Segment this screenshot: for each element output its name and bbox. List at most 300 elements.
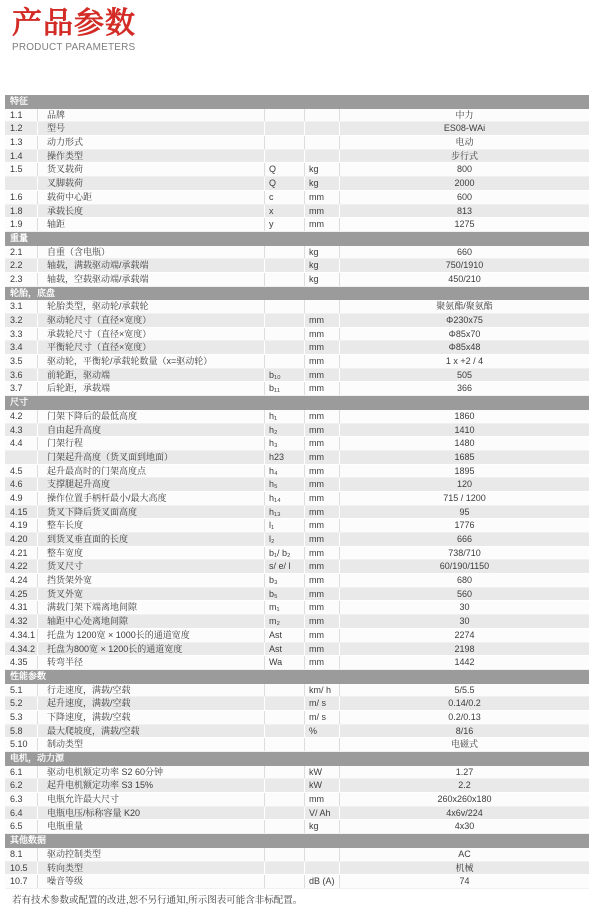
row-value: 0.14/0.2 (448, 698, 481, 709)
row-unit: mm (305, 355, 340, 368)
row-value: 5/5.5 (454, 684, 475, 695)
row-index: 3.4 (5, 341, 38, 354)
row-symbol (265, 711, 305, 724)
row-symbol (265, 109, 305, 122)
table-row (5, 862, 589, 876)
row-value: 1895 (454, 465, 475, 476)
row-symbol: h₃ (265, 437, 305, 450)
row-unit: mm (305, 506, 340, 519)
table-row (5, 122, 589, 136)
row-description: 转向类型 (38, 862, 265, 875)
row-symbol (265, 136, 305, 149)
table-row (5, 506, 589, 520)
table-row (5, 533, 589, 547)
row-value: 95 (459, 506, 470, 517)
row-description: 电瓶允许最大尺寸 (38, 793, 265, 806)
row-index: 4.5 (5, 465, 38, 478)
row-description: 操作位置手柄杆最小/最大高度 (38, 492, 265, 505)
row-unit (305, 136, 340, 149)
row-symbol: s/ e/ l (265, 560, 305, 573)
row-value: 505 (456, 369, 473, 380)
row-description: 托盘为800宽 × 1200长的通道宽度 (38, 643, 265, 656)
row-description: 行走速度，满载/空载 (38, 684, 265, 697)
row-description: 驱动控制类型 (38, 848, 265, 861)
row-index: 4.21 (5, 547, 38, 560)
row-index: 1.4 (5, 150, 38, 163)
row-index (5, 177, 38, 190)
table-row (5, 410, 589, 424)
row-unit: mm (305, 560, 340, 573)
row-unit: m/ s (305, 697, 340, 710)
row-symbol (265, 684, 305, 697)
row-unit: V/ Ah (305, 807, 340, 820)
row-symbol (265, 355, 305, 368)
row-description: 操作类型 (38, 150, 265, 163)
row-value: 738/710 (448, 547, 481, 558)
row-description: 货叉外宽 (38, 588, 265, 601)
row-unit: mm (305, 328, 340, 341)
row-index: 1.9 (5, 218, 38, 231)
row-index: 1.3 (5, 136, 38, 149)
table-row (5, 615, 589, 629)
row-symbol: h₄ (265, 465, 305, 478)
row-description: 最大爬坡度，满载/空载 (38, 725, 265, 738)
row-value: 1776 (454, 520, 475, 531)
row-index: 5.2 (5, 697, 38, 710)
row-unit (305, 122, 340, 135)
row-value: 1275 (454, 219, 475, 230)
row-unit: kg (305, 177, 340, 190)
row-value: Φ230x75 (446, 315, 483, 325)
row-description: 叉脚载荷 (38, 177, 265, 190)
row-description: 电瓶重量 (38, 820, 265, 833)
row-unit: mm (305, 478, 340, 491)
row-symbol (265, 848, 305, 861)
table-row (5, 492, 589, 506)
table-row (5, 547, 589, 561)
row-description: 下降速度，满载/空载 (38, 711, 265, 724)
row-index: 1.6 (5, 191, 38, 204)
row-description: 满载门架下端离地间隙 (38, 601, 265, 614)
row-index: 6.1 (5, 766, 38, 779)
table-row (5, 382, 589, 396)
row-description: 平衡轮尺寸（直径×宽度） (38, 341, 265, 354)
row-index: 4.9 (5, 492, 38, 505)
row-unit: mm (305, 410, 340, 423)
row-value: 366 (456, 383, 473, 394)
row-index (5, 451, 38, 464)
row-symbol: Q (265, 177, 305, 190)
row-index: 10.5 (5, 862, 38, 875)
row-unit (305, 862, 340, 875)
row-index: 4.20 (5, 533, 38, 546)
row-description: 整车宽度 (38, 547, 265, 560)
row-symbol (265, 779, 305, 792)
row-symbol (265, 246, 305, 259)
row-index: 3.5 (5, 355, 38, 368)
row-description: 支撑腿起升高度 (38, 478, 265, 491)
row-symbol (265, 150, 305, 163)
row-description: 起升电机额定功率 S3 15% (38, 779, 265, 792)
section-header: 电机，动力源 (5, 752, 589, 766)
row-index: 3.6 (5, 369, 38, 382)
row-index: 5.8 (5, 725, 38, 738)
row-value: 800 (456, 164, 473, 175)
page-subtitle: PRODUCT PARAMETERS (12, 40, 136, 53)
row-index: 2.2 (5, 259, 38, 272)
row-value: 聚氨酯/聚氨酯 (436, 301, 493, 312)
table-row (5, 163, 589, 177)
row-index: 4.22 (5, 560, 38, 573)
row-description: 动力形式 (38, 136, 265, 149)
table-row (5, 560, 589, 574)
row-symbol: h₅ (265, 478, 305, 491)
row-index: 6.3 (5, 793, 38, 806)
section-header: 重量 (5, 232, 589, 246)
row-value: 813 (456, 205, 473, 216)
table-row (5, 848, 589, 862)
row-description: 挡货架外宽 (38, 574, 265, 587)
row-description: 轴距 (38, 218, 265, 231)
row-value: 1685 (454, 451, 475, 462)
row-index: 3.2 (5, 314, 38, 327)
row-value: 30 (459, 616, 470, 627)
table-row (5, 218, 589, 232)
row-unit: mm (305, 547, 340, 560)
row-index: 4.15 (5, 506, 38, 519)
row-value: 680 (456, 575, 473, 586)
table-row (5, 328, 589, 342)
row-value: 机械 (455, 862, 474, 873)
section-header: 特征 (5, 95, 589, 109)
row-description: 货叉下降后货叉面高度 (38, 506, 265, 519)
row-unit (305, 848, 340, 861)
row-value: 步行式 (450, 150, 478, 161)
table-row (5, 697, 589, 711)
row-value: 30 (459, 602, 470, 613)
row-unit: mm (305, 369, 340, 382)
section-header: 性能参数 (5, 670, 589, 684)
row-description: 轴载，满载驱动端/承载端 (38, 259, 265, 272)
section-header: 轮胎，底盘 (5, 287, 589, 301)
row-unit: mm (305, 615, 340, 628)
row-unit: mm (305, 588, 340, 601)
row-description: 后轮距，承载端 (38, 382, 265, 395)
row-symbol: x (265, 205, 305, 218)
row-description: 货叉尺寸 (38, 560, 265, 573)
row-unit: kg (305, 820, 340, 833)
row-value: 1410 (454, 424, 475, 435)
row-unit: kW (305, 779, 340, 792)
row-value: Φ85x48 (448, 342, 481, 353)
table-row (5, 355, 589, 369)
row-description: 门架起升高度（货叉面到地面） (38, 451, 265, 464)
row-description: 驱动轮，平衡轮/承载轮数量（x=驱动轮） (38, 355, 265, 368)
row-index: 2.1 (5, 246, 38, 259)
row-index: 3.1 (5, 300, 38, 313)
row-index: 8.1 (5, 848, 38, 861)
row-unit: km/ h (305, 684, 340, 697)
row-unit (305, 109, 340, 122)
row-description: 货叉载荷 (38, 163, 265, 176)
table-row (5, 779, 589, 793)
row-index: 4.4 (5, 437, 38, 450)
row-symbol: c (265, 191, 305, 204)
row-index: 4.31 (5, 601, 38, 614)
table-row (5, 150, 589, 164)
row-value: 74 (459, 876, 470, 887)
row-unit: mm (305, 382, 340, 395)
row-description: 载荷中心距 (38, 191, 265, 204)
row-symbol: m₁ (265, 601, 305, 614)
row-value: 260x260x180 (437, 794, 492, 805)
table-row (5, 300, 589, 314)
row-description: 承载轮尺寸（直径×宽度） (38, 328, 265, 341)
row-index: 4.24 (5, 574, 38, 587)
row-symbol: Wa (265, 656, 305, 669)
row-unit: mm (305, 451, 340, 464)
row-value: 560 (456, 588, 473, 599)
row-unit: mm (305, 424, 340, 437)
row-symbol (265, 862, 305, 875)
row-description: 起升最高时的门架高度点 (38, 465, 265, 478)
row-value: 2198 (454, 643, 475, 654)
table-row (5, 643, 589, 657)
table-row (5, 437, 589, 451)
table-row (5, 711, 589, 725)
row-unit: mm (305, 574, 340, 587)
row-index: 6.5 (5, 820, 38, 833)
row-value: 120 (456, 479, 473, 490)
row-index: 1.8 (5, 205, 38, 218)
row-value: 60/190/1150 (439, 561, 490, 572)
row-unit (305, 300, 340, 313)
row-description: 驱动电机额定功率 S2 60分钟 (38, 766, 265, 779)
table-row (5, 424, 589, 438)
table-row (5, 684, 589, 698)
row-symbol: y (265, 218, 305, 231)
row-symbol: b₁₁ (265, 382, 305, 395)
row-symbol (265, 766, 305, 779)
row-unit: mm (305, 643, 340, 656)
row-value: 8/16 (455, 725, 474, 736)
row-unit: kg (305, 259, 340, 272)
table-row (5, 451, 589, 465)
row-value: 中力 (455, 109, 474, 120)
row-value: 600 (456, 191, 473, 202)
row-value: 电磁式 (450, 739, 478, 750)
row-symbol (265, 807, 305, 820)
table-row (5, 629, 589, 643)
table-row (5, 465, 589, 479)
row-value: AC (458, 848, 471, 859)
row-unit: mm (305, 341, 340, 354)
table-row (5, 177, 589, 191)
row-value: 电动 (455, 137, 474, 148)
row-index: 4.34.2 (5, 643, 38, 656)
row-description: 起升速度，满载/空载 (38, 697, 265, 710)
table-row (5, 369, 589, 383)
row-symbol (265, 328, 305, 341)
row-unit: mm (305, 519, 340, 532)
row-symbol: l₂ (265, 533, 305, 546)
row-symbol (265, 314, 305, 327)
row-description: 品牌 (38, 109, 265, 122)
row-description: 轮胎类型，驱动轮/承载轮 (38, 300, 265, 313)
row-index: 2.3 (5, 273, 38, 286)
row-value: ES08-WAi (443, 123, 486, 134)
row-index: 6.2 (5, 779, 38, 792)
row-description: 制动类型 (38, 738, 265, 751)
table-row (5, 588, 589, 602)
row-description: 门架下降后的最低高度 (38, 410, 265, 423)
row-description: 前轮距，驱动端 (38, 369, 265, 382)
row-value: 1860 (454, 410, 475, 421)
page-header (12, 8, 142, 53)
row-symbol: h₁₃ (265, 506, 305, 519)
row-description: 自由起升高度 (38, 424, 265, 437)
row-index: 3.3 (5, 328, 38, 341)
row-symbol: h₂ (265, 424, 305, 437)
row-index: 1.1 (5, 109, 38, 122)
row-description: 噪音等级 (38, 875, 265, 888)
row-description: 到货叉垂直面的长度 (38, 533, 265, 546)
row-description: 门架行程 (38, 437, 265, 450)
row-index: 4.3 (5, 424, 38, 437)
row-description: 型号 (38, 122, 265, 135)
row-symbol (265, 259, 305, 272)
row-unit: mm (305, 437, 340, 450)
row-unit: m/ s (305, 711, 340, 724)
table-row (5, 191, 589, 205)
row-index: 4.2 (5, 410, 38, 423)
row-symbol: m₂ (265, 615, 305, 628)
table-row (5, 793, 589, 807)
footnote: 若有技术参数或配置的改进,恕不另行通知,所示图表可能含非标配置。 (12, 895, 303, 906)
row-index: 4.34.1 (5, 629, 38, 642)
table-row (5, 478, 589, 492)
row-description: 托盘为 1200宽 × 1000长的通道宽度 (38, 629, 265, 642)
row-unit: mm (305, 533, 340, 546)
row-description: 自重（含电瓶） (38, 246, 265, 259)
row-symbol: l₁ (265, 519, 305, 532)
table-row (5, 766, 589, 780)
table-row (5, 656, 589, 670)
row-unit: mm (305, 793, 340, 806)
row-symbol: b₁₀ (265, 369, 305, 382)
table-row (5, 341, 589, 355)
row-symbol (265, 820, 305, 833)
table-row (5, 246, 589, 260)
row-symbol (265, 793, 305, 806)
row-index: 4.6 (5, 478, 38, 491)
row-unit (305, 150, 340, 163)
row-unit: kW (305, 766, 340, 779)
table-row (5, 519, 589, 533)
row-unit: mm (305, 218, 340, 231)
row-symbol (265, 122, 305, 135)
section-header: 尺寸 (5, 396, 589, 410)
table-row (5, 725, 589, 739)
row-index: 5.1 (5, 684, 38, 697)
row-description: 电瓶电压/标称容量 K20 (38, 807, 265, 820)
row-unit: kg (305, 163, 340, 176)
row-description: 驱动轮尺寸（直径×宽度） (38, 314, 265, 327)
row-symbol (265, 273, 305, 286)
row-symbol: Ast (265, 629, 305, 642)
row-value: 2274 (454, 629, 475, 640)
table-row (5, 601, 589, 615)
row-value: 1442 (454, 657, 475, 668)
row-unit: mm (305, 205, 340, 218)
row-symbol (265, 341, 305, 354)
row-unit: mm (305, 465, 340, 478)
table-row (5, 273, 589, 287)
row-description: 承载长度 (38, 205, 265, 218)
row-description: 轴距中心处离地间隙 (38, 615, 265, 628)
row-value: 450/210 (448, 273, 481, 284)
row-unit: kg (305, 246, 340, 259)
row-value: 1 x +2 / 4 (445, 356, 484, 367)
row-index: 4.19 (5, 519, 38, 532)
row-unit: mm (305, 601, 340, 614)
row-index: 5.10 (5, 738, 38, 751)
row-unit: mm (305, 191, 340, 204)
row-index: 4.32 (5, 615, 38, 628)
table-row (5, 807, 589, 821)
row-value: 660 (456, 246, 473, 257)
row-value: 750/1910 (445, 260, 484, 271)
row-index: 1.2 (5, 122, 38, 135)
row-value: 1.27 (455, 766, 474, 777)
row-description: 转弯半径 (38, 656, 265, 669)
row-symbol: Ast (265, 643, 305, 656)
row-value: 4x6v/224 (446, 807, 483, 818)
row-symbol: Q (265, 163, 305, 176)
row-symbol: b₃ (265, 574, 305, 587)
row-symbol: h₁₄ (265, 492, 305, 505)
row-unit: kg (305, 273, 340, 286)
row-symbol: h₁ (265, 410, 305, 423)
row-description: 轴载，空载驱动端/承载端 (38, 273, 265, 286)
parameters-table (5, 95, 589, 889)
row-value: 1480 (454, 438, 475, 449)
row-symbol (265, 300, 305, 313)
row-value: 2.2 (458, 780, 471, 791)
row-symbol (265, 697, 305, 710)
row-index: 1.5 (5, 163, 38, 176)
row-index: 10.7 (5, 875, 38, 888)
row-unit: mm (305, 492, 340, 505)
row-unit: % (305, 725, 340, 738)
row-symbol (265, 725, 305, 738)
row-symbol: h23 (265, 451, 305, 464)
row-value: 0.2/0.13 (448, 711, 481, 722)
row-description: 整车长度 (38, 519, 265, 532)
row-symbol (265, 875, 305, 888)
row-unit: mm (305, 629, 340, 642)
table-row (5, 136, 589, 150)
row-value: 2000 (454, 178, 475, 189)
row-value: Φ85x70 (448, 328, 481, 339)
table-row (5, 205, 589, 219)
row-index: 5.3 (5, 711, 38, 724)
table-row (5, 314, 589, 328)
row-unit: mm (305, 314, 340, 327)
row-index: 4.25 (5, 588, 38, 601)
page-title: 产品参数 (12, 7, 136, 40)
row-symbol: b₁/ b₂ (265, 547, 305, 560)
